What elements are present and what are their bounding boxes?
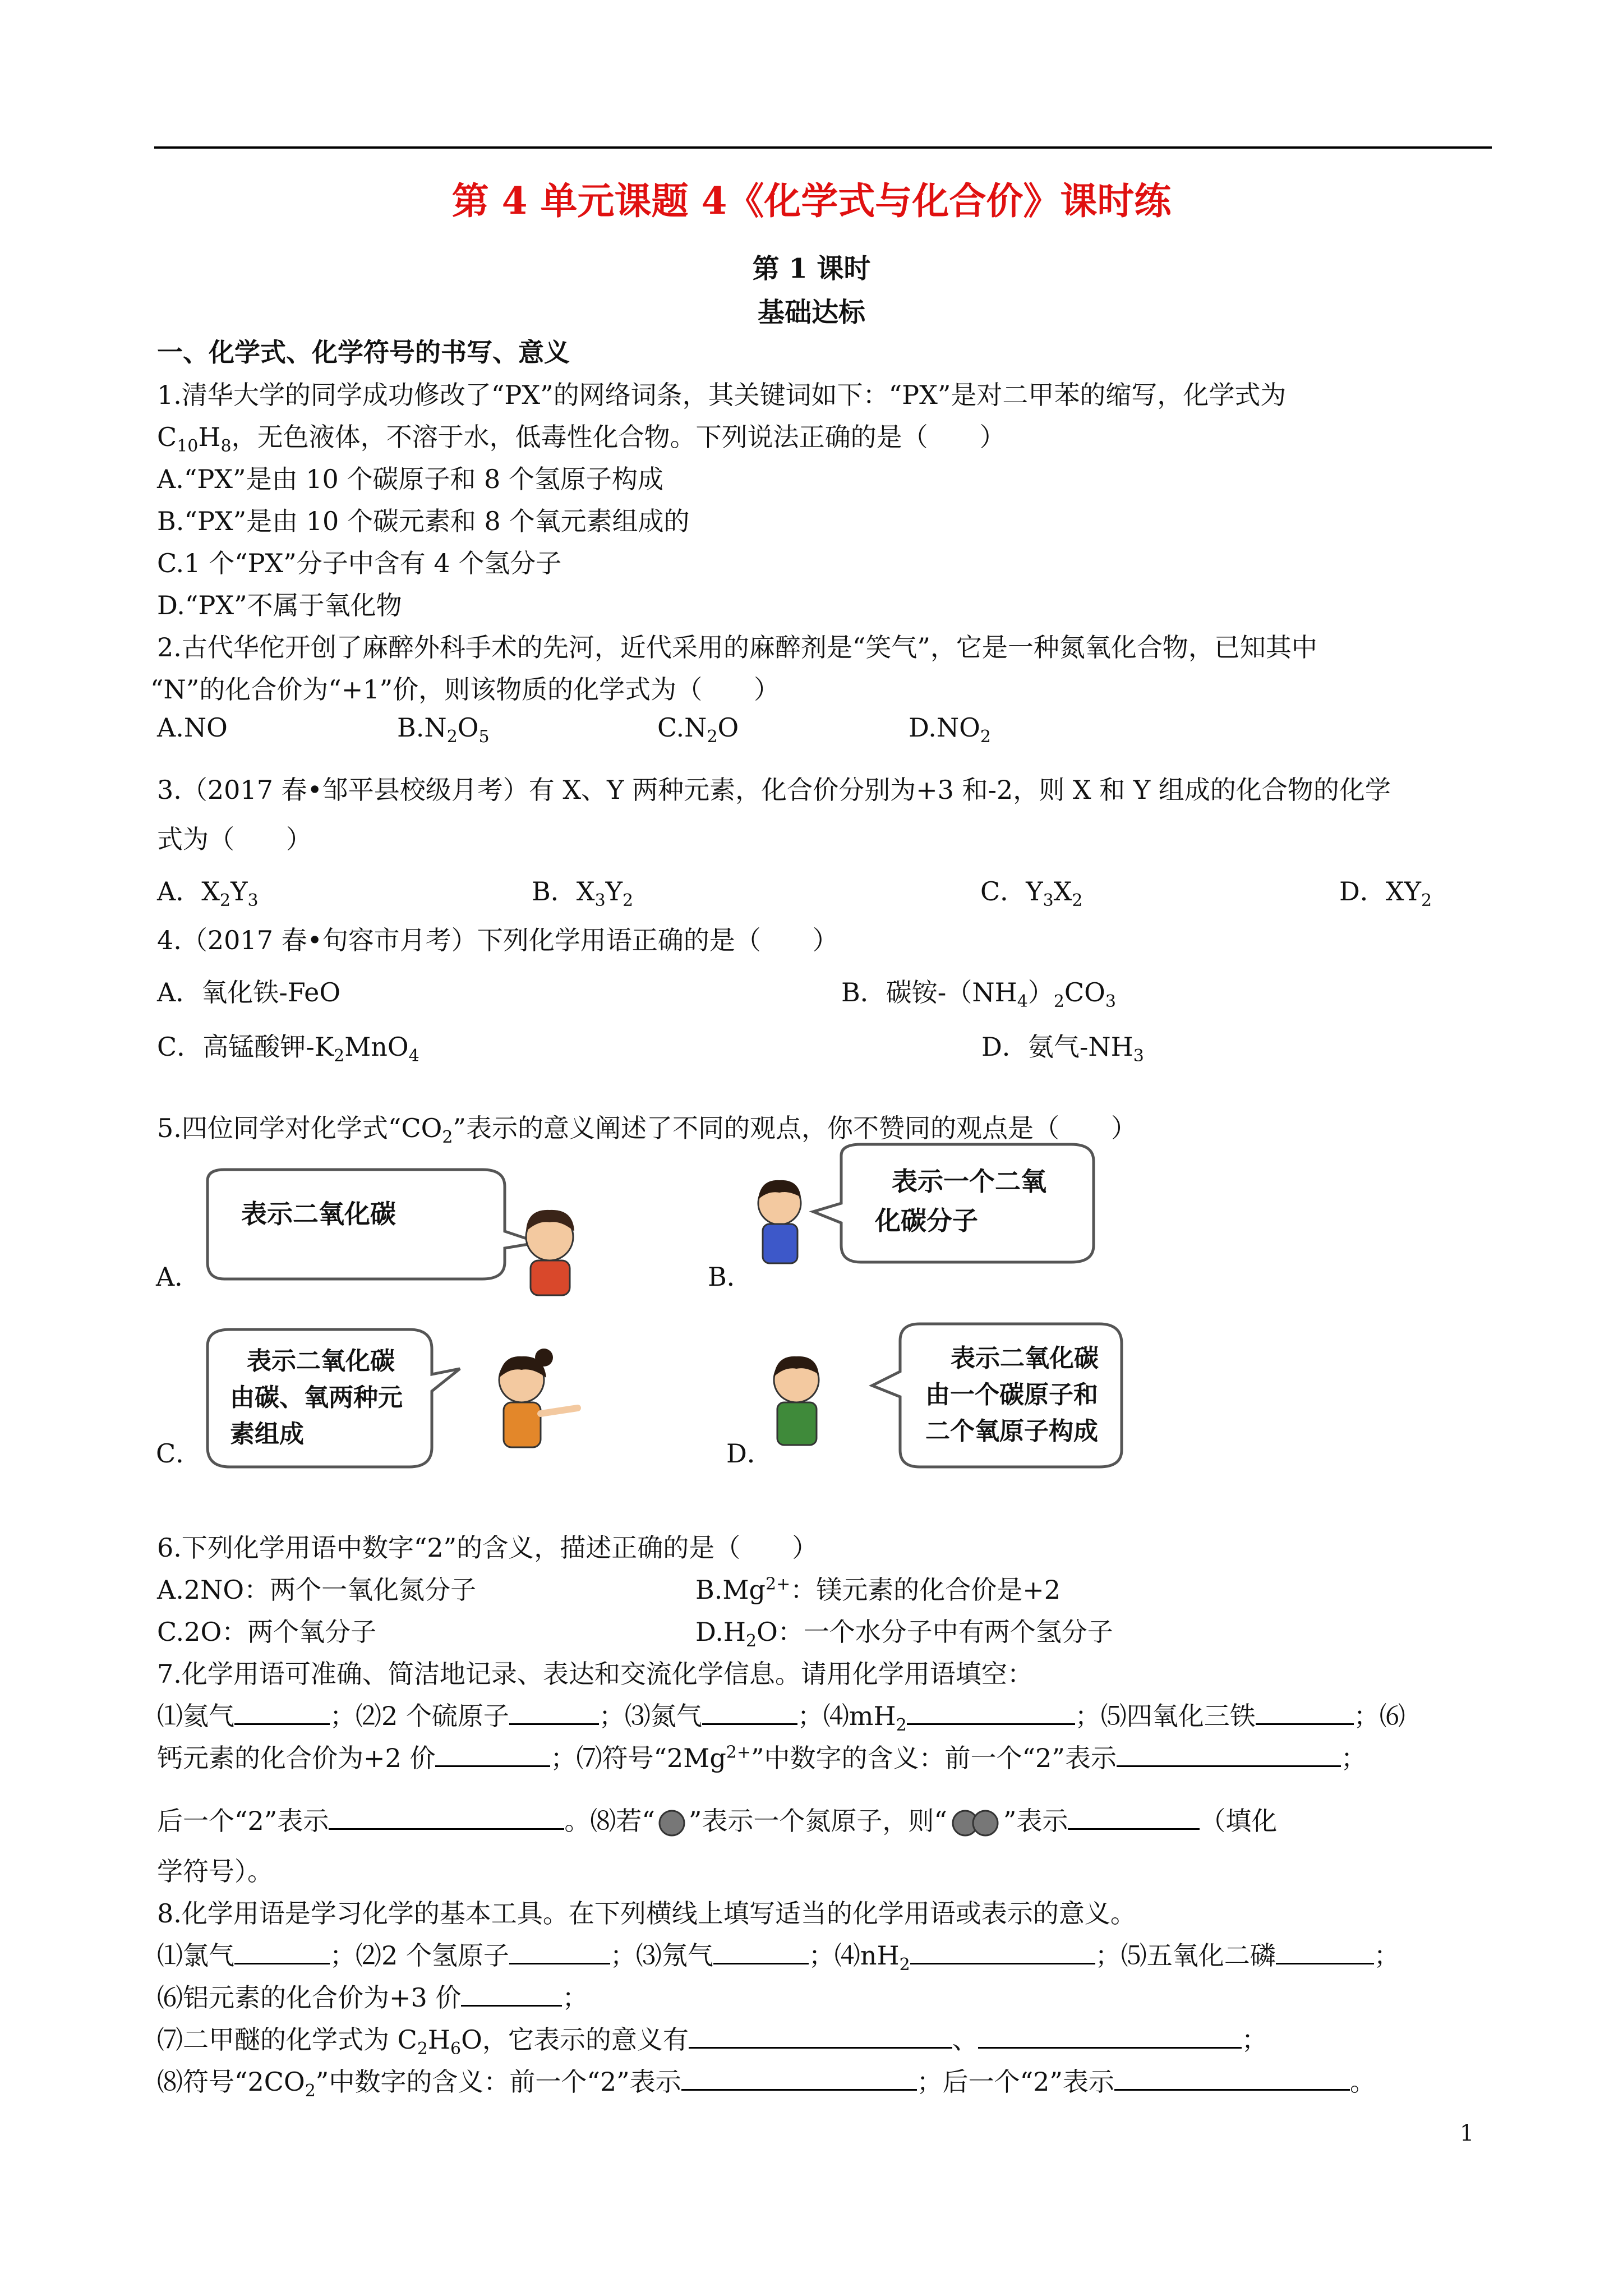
q3-option-b: B．$X_3Y_2$ (532, 876, 634, 911)
q7-blank-2[interactable] (509, 1701, 599, 1725)
q3-option-c: C．$Y_3X_2$ (980, 876, 1083, 911)
q7-blank-8[interactable] (329, 1806, 564, 1830)
q5-option-d-label: D． (726, 1438, 773, 1469)
q6-option-a: A.2NO：两个一氧化氮分子 (157, 1575, 477, 1605)
q5-bubble-b-text-1: 表示一个二氧 (892, 1166, 1046, 1197)
lesson-label: 第 1 课时 (752, 253, 871, 284)
q7-line4: 学符号）。 (157, 1856, 273, 1887)
q7-blank-7[interactable] (1117, 1743, 1341, 1767)
q1-option-a: A.“PX”是由 10 个碳原子和 8 个氢原子构成 (157, 464, 663, 494)
q5-bubble-a (191, 1164, 617, 1299)
q2-option-c: $C.N_2O$ (657, 712, 739, 747)
q6-option-c: C.2O：两个氧分子 (157, 1617, 377, 1647)
q1-option-c: C.1 个“PX”分子中含有 4 个氢分子 (157, 548, 562, 578)
q3-option-a: A．$X_2Y_3$ (157, 876, 259, 911)
q8-line3: ⑺二甲醚的化学式为 $C_2H_6O$，它表示的意义有 、 ； (157, 2024, 1267, 2059)
q3-stem-line1: 3.（2017 春•邹平县校级月考）有 X、Y 两种元素，化合价分别为+3 和-2，则 X 和 Y 组成的化合物的化学 (157, 775, 1391, 805)
q7-blank-6[interactable] (435, 1743, 550, 1767)
q5-option-a-label: A． (156, 1262, 201, 1292)
q7-blank-1[interactable] (234, 1701, 330, 1725)
q4-option-c: C．高锰酸钾$-K_2MnO_4$ (157, 1032, 419, 1066)
q8-blank-1[interactable] (234, 1940, 330, 1964)
q8-blank-2[interactable] (509, 1940, 610, 1964)
q2-stem-line1: 2.古代华佗开创了麻醉外科手术的先河，近代采用的麻醉剂是“笑气”，它是一种氮氧化合物，已知其中 (157, 632, 1317, 662)
q5-bubble-b-text-2: 化碳分子 (875, 1205, 978, 1236)
q8-blank-5[interactable] (1276, 1940, 1374, 1964)
q4-option-a: A．氧化铁-FeO (157, 977, 341, 1007)
q8-blank-8[interactable] (978, 2024, 1242, 2049)
q5-bubble-d-text-3: 二个氧原子构成 (925, 1417, 1098, 1446)
q4-stem: 4.（2017 春•句容市月考）下列化学用语正确的是（ ） (157, 925, 838, 955)
q7-stem: 7.化学用语可准确、简洁地记录、表达和交流化学信息。请用化学用语填空： (157, 1659, 1033, 1689)
q2-option-d: $D.NO_2$ (909, 712, 991, 747)
header-rule (154, 146, 1492, 149)
q3-option-d: D．$XY_2$ (1339, 876, 1432, 911)
q5-option-b-label: B． (708, 1262, 753, 1292)
q8-blank-7[interactable] (689, 2024, 952, 2049)
q8-blank-9[interactable] (681, 2067, 917, 2091)
q2-option-a: A.NO (157, 712, 228, 743)
q5-bubble-d-text-2: 由一个碳原子和 (925, 1381, 1098, 1409)
page-title: 第 4 单元课题 4《化学式与化合价》课时练 (451, 179, 1172, 223)
q5-option-c-label: C． (156, 1438, 202, 1469)
q1-stem-line1: 1.清华大学的同学成功修改了“PX”的网络词条，其关键词如下：“PX”是对二甲苯的缩写，化学式为 (157, 380, 1287, 410)
nitrogen-atom-icon (655, 1809, 689, 1837)
level-label: 基础达标 (757, 297, 865, 328)
q6-stem: 6.下列化学用语中数字“2”的含义，描述正确的是（ ） (157, 1533, 818, 1563)
page-number: 1 (1460, 2120, 1474, 2146)
q7-blank-9[interactable] (1068, 1806, 1200, 1830)
section-heading: 一、化学式、化学符号的书写、意义 (157, 337, 570, 367)
student-b-figure (758, 1180, 801, 1263)
q8-blank-10[interactable] (1114, 2067, 1350, 2091)
q8-blank-6[interactable] (461, 1982, 562, 2007)
q7-line3: 后一个“2”表示 。⑻若“ ”表示一个氮原子，则“ ”表示 （填化 (157, 1806, 1278, 1836)
q7-line2: 钙元素的化合价为+2 价 ；⑺符号“$2Mg^{2+}$”中数字的含义：前一个“2”表示 ； (157, 1742, 1367, 1773)
q1-option-d: D.“PX”不属于氧化物 (157, 590, 402, 620)
q7-blank-4[interactable] (907, 1701, 1075, 1725)
q5-bubble-d-text-1: 表示二氧化碳 (951, 1344, 1099, 1373)
q6-option-d: $D.H_2O$：一个水分子中有两个氢分子 (695, 1617, 1113, 1651)
q8-blank-4[interactable] (910, 1940, 1095, 1964)
student-c-figure (499, 1349, 578, 1447)
nitrogen-molecule-icon (947, 1809, 1003, 1837)
student-d-figure (774, 1356, 819, 1445)
q8-stem: 8.化学用语是学习化学的基本工具。在下列横线上填写适当的化学用语或表示的意义。 (157, 1898, 1136, 1929)
q1-option-b: B.“PX”是由 10 个碳元素和 8 个氧元素组成的 (157, 506, 690, 536)
q2-stem-line2: “N”的化合价为“+1”价，则该物质的化学式为（ ） (150, 674, 780, 705)
q8-blank-3[interactable] (713, 1940, 809, 1964)
q3-stem-line2: 式为（ ） (157, 824, 312, 854)
q7-blank-5[interactable] (1256, 1701, 1354, 1725)
q4-option-d: D．氨气$-NH_3$ (981, 1032, 1144, 1066)
q5-bubble-c-text-3: 素组成 (230, 1420, 304, 1448)
q5-bubble-a-text: 表示二氧化碳 (241, 1199, 396, 1229)
q5-stem: 5.四位同学对化学式“$CO_2$”表示的意义阐述了不同的观点，你不赞同的观点是（ ） (157, 1113, 1137, 1148)
q2-option-b: $B.N_2O_5$ (397, 712, 490, 747)
q8-line4: ⑻符号“$2CO_2$”中数字的含义：前一个“2”表示 ；后一个“2”表示 。 (157, 2067, 1376, 2101)
q7-line1: ⑴氦气 ；⑵2 个硫原子 ；⑶氮气 ；$⑷mH_2$ ；⑸四氧化三铁 ；⑹ (157, 1701, 1405, 1736)
q8-line2: ⑹铝元素的化合价为+3 价 ； (157, 1982, 588, 2013)
q7-blank-3[interactable] (702, 1701, 797, 1725)
student-a-figure (526, 1210, 574, 1295)
q8-line1: ⑴氯气 ；⑵2 个氢原子 ；⑶氖气 ；$⑷nH_2$ ；⑸五氧化二磷 ； (157, 1940, 1400, 1975)
q1-stem-line2: $C_{10}H_8$，无色液体，不溶于水，低毒性化合物。下列说法正确的是（ ） (157, 422, 1006, 457)
q5-bubble-c-text-1: 表示二氧化碳 (247, 1347, 395, 1375)
q5-bubble-c-text-2: 由碳、氧两种元 (230, 1383, 403, 1412)
q4-option-b: B．碳铵$-(NH_4)_2CO_3$ (841, 977, 1116, 1012)
q6-option-b: $B.Mg^{2+}$：镁元素的化合价是+2 (695, 1574, 1061, 1605)
